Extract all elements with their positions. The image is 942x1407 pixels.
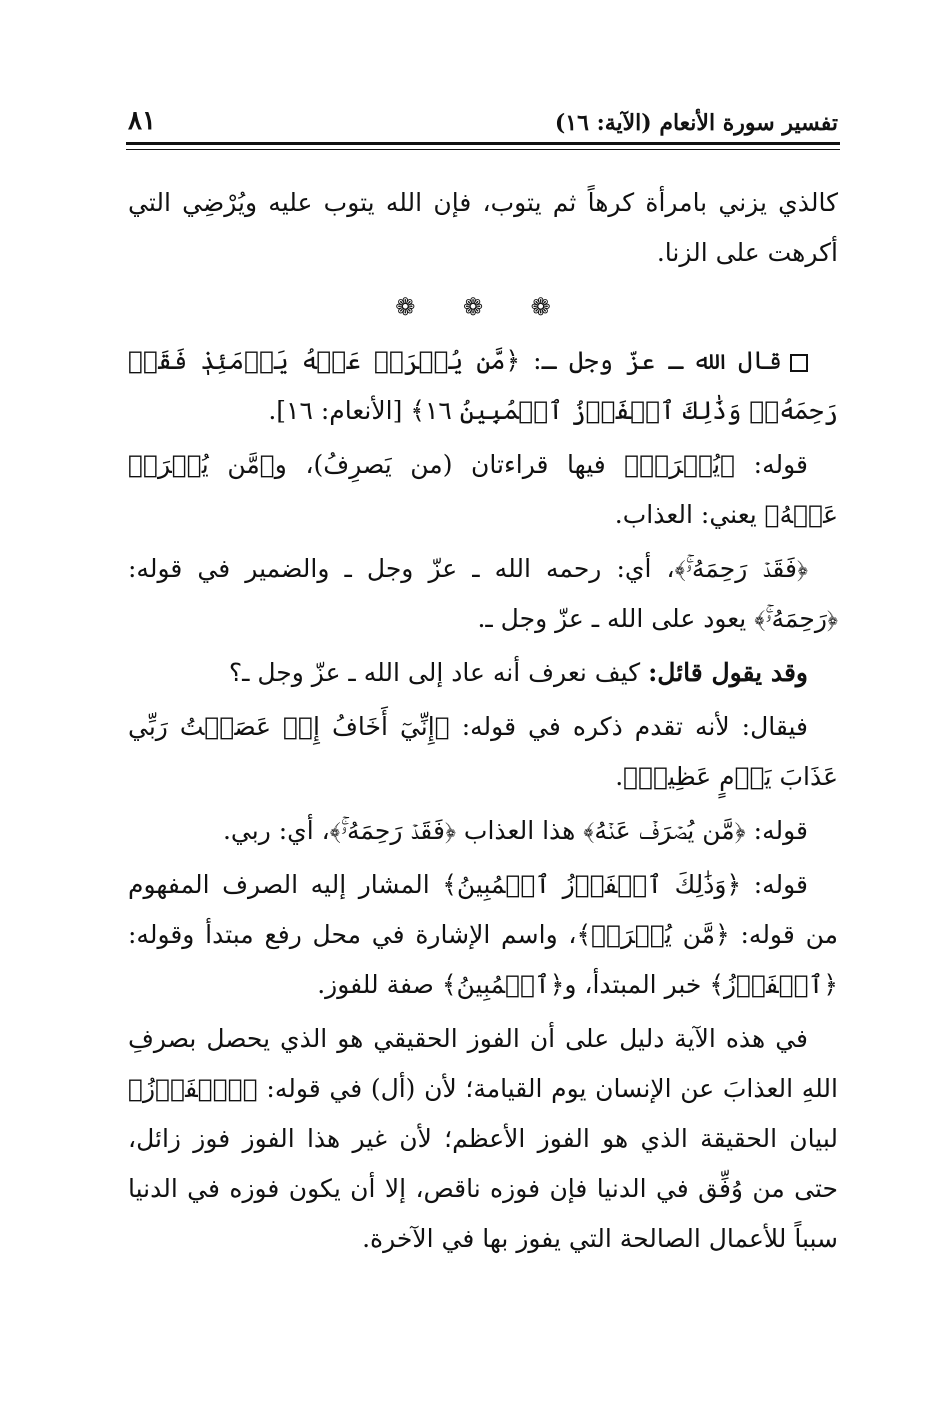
question-lead: وقد يقول قائل: bbox=[648, 658, 808, 687]
question-text: كيف نعرف أنه عاد إلى الله ـ عزّ وجل ـ؟ bbox=[228, 658, 649, 687]
paragraph-9: في هذه الآية دليل على أن الفوز الحقيقي هو الذي يحصل بصرفِ اللهِ العذابَ عن الإنسان يوم القيامة؛ لأن (أل) في قوله: ﴿ٱلۡفَوۡزُ﴾ لبيان الحقيقة الذي هو الفوز الأعظم؛ لأن غير هذا الفوز فوز زائل، حتى من وُفِّق في الدنيا فإن فوزه ناقص، إلا أن يكون فوزه في الدنيا سبباً للأعمال الصالحة التي يفوز بها في الآخرة. bbox=[128, 1024, 838, 1253]
header-rule-thin bbox=[126, 149, 840, 150]
paragraph-6: فيقال: لأنه تقدم ذكره في قوله: ﴿إِنِّيٓ أَخَافُ إِنۡ عَصَيۡتُ رَبِّي عَذَابَ يَوۡمٍ عَظِيمٖ﴾. bbox=[128, 712, 838, 791]
paragraph-5 bbox=[128, 648, 838, 698]
header-rule-thick bbox=[126, 142, 840, 145]
page-body bbox=[128, 178, 838, 1268]
section-separator: ❁ ❁ ❁ bbox=[395, 293, 571, 321]
verse-text: قال الله ـ عزّ وجل ـ: ﴿مَّن يُصۡرَفۡ عَنۡهُ يَوۡمَئِذٖ فَقَدۡ رَحِمَهُۥۚ وَذَٰلِكَ ٱلۡفَوۡزُ ٱلۡمُبِينُ ١٦﴾ [الأنعام: ١٦]. bbox=[128, 346, 838, 425]
paragraph-3: قوله: ﴿يُصۡرَفۡ﴾ فيها قراءتان (من يَصرِفُ)، و﴿مَّن يُصۡرَفۡ عَنۡهُ﴾ يعني: العذاب. bbox=[128, 450, 838, 529]
page-header bbox=[128, 96, 838, 136]
paragraph-8: قوله: ﴿وَذَٰلِكَ ٱلۡفَوۡزُ ٱلۡمُبِينُ﴾ المشار إليه الصرف المفهوم من قوله: ﴿مَّن يُصۡرَفۡ﴾، واسم الإشارة في محل رفع مبتدأ وقوله: ﴿ٱلۡفَوۡزُ﴾ خبر المبتدأ، و﴿ٱلۡمُبِينُ﴾ صفة للفوز. bbox=[128, 870, 838, 999]
paragraph-verse bbox=[128, 336, 838, 436]
paragraph-4: ﴿فَقَدۡ رَحِمَهُۥۚ﴾، أي: رحمه الله ـ عزّ وجل ـ والضمير في قوله: ﴿رَحِمَهُۥۚ﴾ يعود على الله ـ عزّ وجل ـ. bbox=[128, 554, 838, 633]
page-number: ٨١ bbox=[128, 106, 156, 136]
paragraph-1: كالذي يزني بامرأة كرهاً ثم يتوب، فإن الله يتوب عليه ويُرْضِي التي أكرهت على الزنا. bbox=[128, 188, 838, 267]
paragraph-7: قوله: ﴿مَّن يُصۡرَفۡ عَنۡهُ﴾ هذا العذاب ﴿فَقَدۡ رَحِمَهُۥۚ﴾، أي: ربي. bbox=[222, 816, 808, 845]
square-bullet-icon bbox=[790, 354, 808, 372]
running-title: تفسير سورة الأنعام (الآية: ١٦) bbox=[554, 110, 838, 136]
